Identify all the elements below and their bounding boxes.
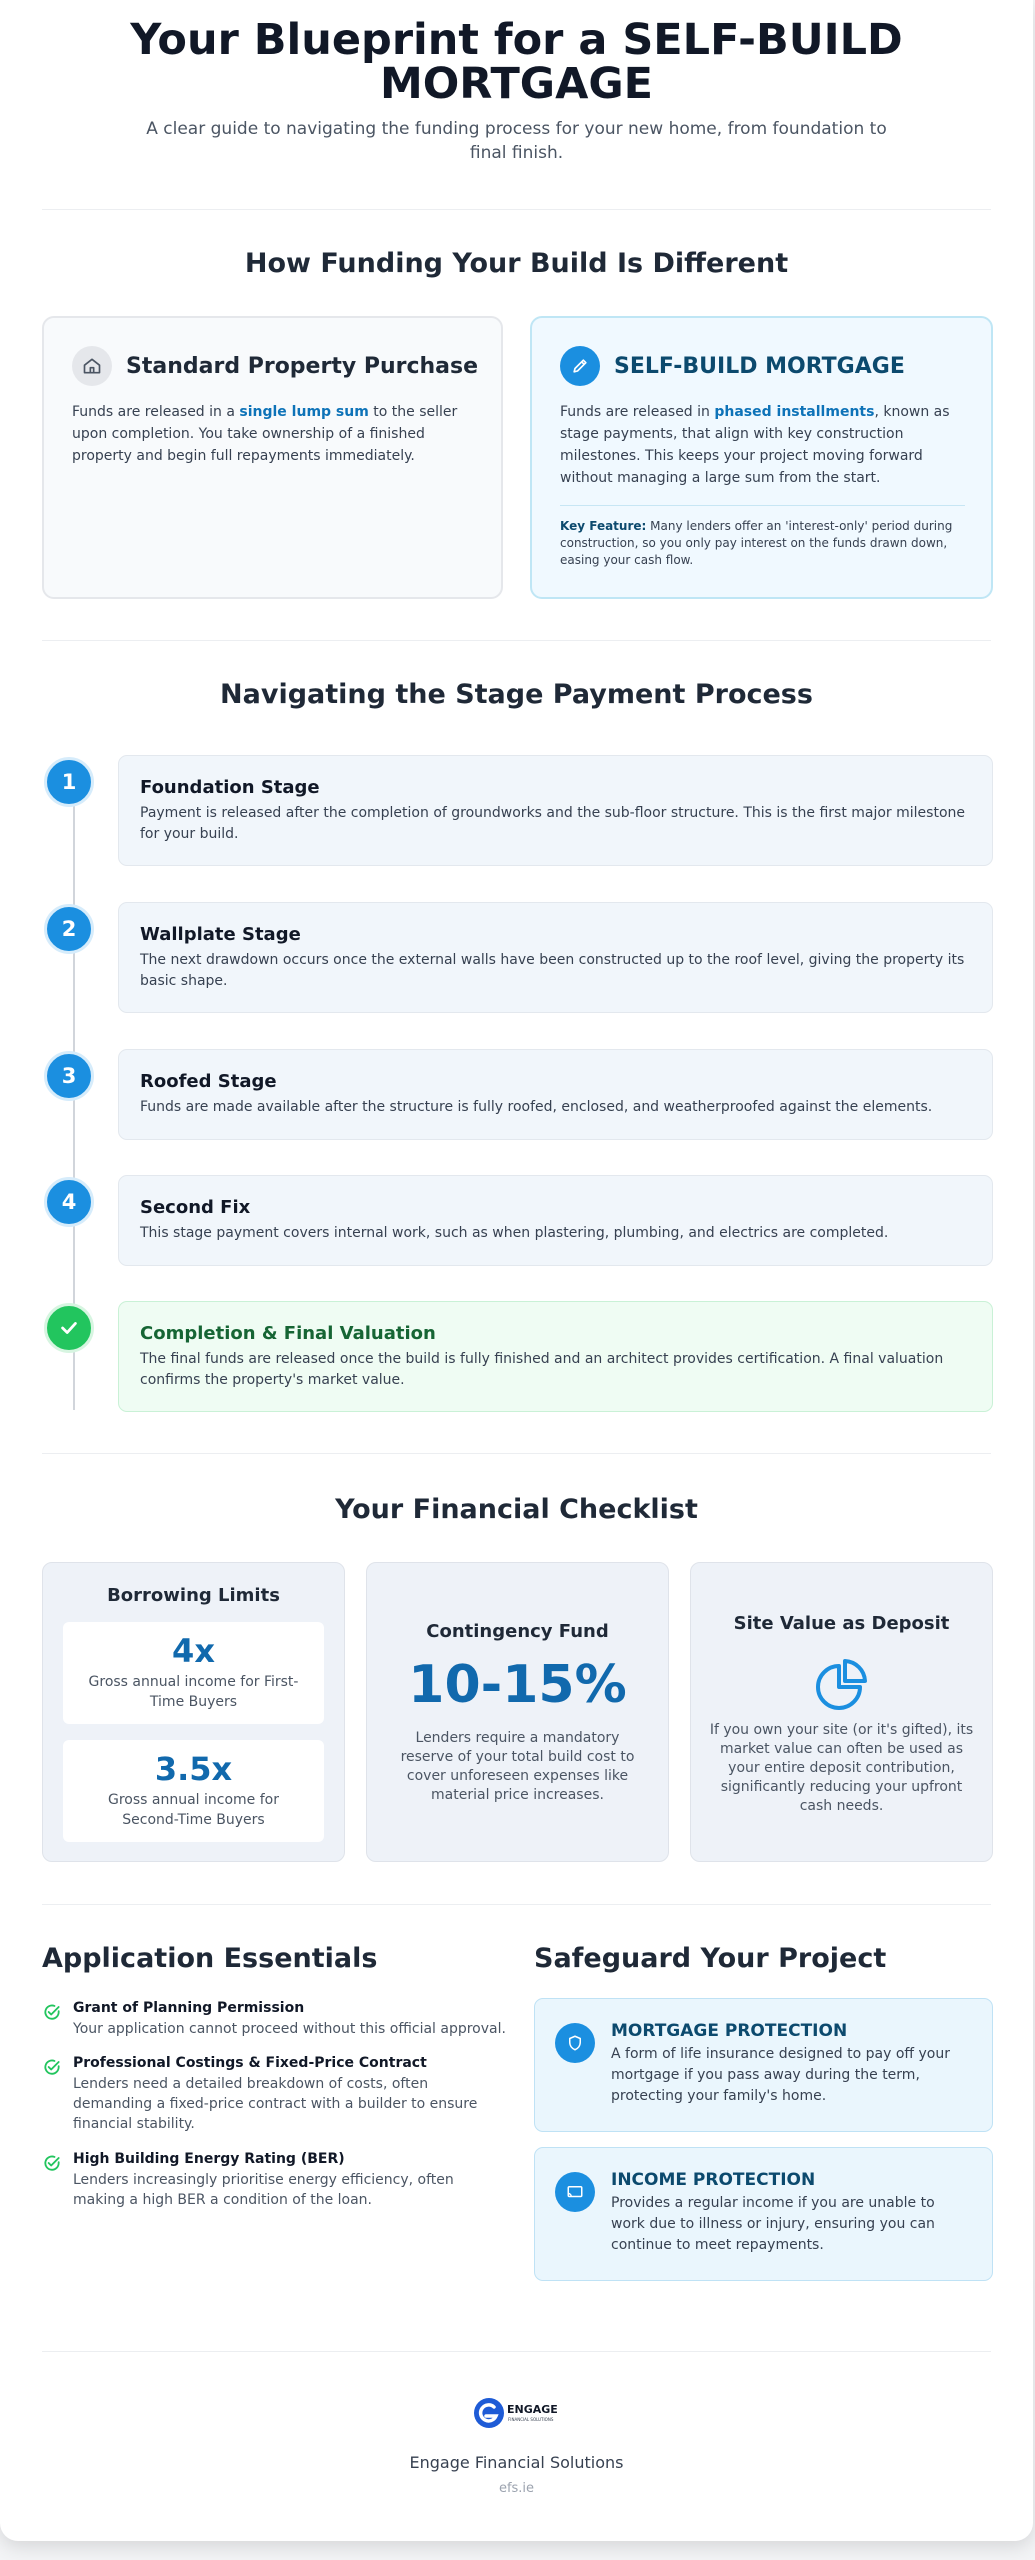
section-title-stages: Navigating the Stage Payment Process — [220, 679, 813, 710]
contingency-title: Contingency Fund — [426, 1621, 609, 1642]
second-time-buyer-limit — [63, 1740, 324, 1842]
stage-title: Foundation Stage — [140, 777, 320, 798]
essential-item-text: Lenders need a detailed breakdown of costs, often demanding a fixed-price contract with a builder to ensure financial stability. — [73, 2076, 478, 2132]
footer-website-link[interactable]: efs.ie — [498, 2481, 535, 2496]
essential-item-text: Your application cannot proceed without this official approval. — [73, 2021, 506, 2037]
borrowing-limits-title: Borrowing Limits — [107, 1585, 280, 1606]
stage-card-roofed — [118, 1049, 993, 1140]
standard-purchase-card — [42, 316, 503, 599]
page-title: Your Blueprint for a SELF-BUILD MORTGAGE — [130, 15, 903, 109]
page-subtitle: A clear guide to navigating the funding process for your new home, from foundation to final finish. — [146, 119, 887, 163]
key-feature-divider — [560, 505, 965, 506]
protection-title: INCOME PROTECTION — [611, 2170, 816, 2190]
contingency-text: Lenders require a mandatory reserve of your total build cost to cover unforeseen expenses like material price increases. — [400, 1730, 635, 1803]
stage-title: Completion & Final Valuation — [140, 1323, 436, 1344]
check-circle-icon — [42, 2002, 62, 2022]
stage-card-foundation — [118, 755, 993, 866]
highlight-phased-installments: phased installments — [714, 404, 875, 420]
stage-text: Funds are made available after the structure is fully roofed, enclosed, and weatherproofed against the elements. — [140, 1099, 933, 1115]
essential-item-title: Grant of Planning Permission — [73, 2000, 305, 2016]
divider — [42, 1453, 991, 1454]
divider — [42, 1904, 991, 1905]
stage-title: Wallplate Stage — [140, 924, 301, 945]
stage-text: This stage payment covers internal work, such as when plastering, plumbing, and electrics are completed. — [140, 1225, 889, 1241]
stage-card-second-fix — [118, 1175, 993, 1266]
mortgage-protection-card — [534, 1998, 993, 2132]
first-time-multiplier: 4x — [172, 1632, 215, 1670]
step-number: 1 — [44, 757, 94, 807]
step-number: 2 — [44, 904, 94, 954]
protection-text: Provides a regular income if you are unable to work due to illness or injury, ensuring you can continue to meet repayments. — [611, 2195, 935, 2253]
income-protection-card — [534, 2147, 993, 2281]
footer-company-name: Engage Financial Solutions — [409, 2453, 624, 2472]
first-time-label: Gross annual income for First-Time Buyers — [88, 1674, 299, 1710]
divider — [42, 209, 991, 210]
second-time-multiplier: 3.5x — [154, 1750, 233, 1788]
section-title-comparison: How Funding Your Build Is Different — [244, 248, 789, 279]
contingency-fund-card — [366, 1562, 669, 1862]
site-value-text: If you own your site (or it's gifted), its market value can often be used as your entire deposit contribution, significantly reducing your upfront cash needs. — [709, 1722, 974, 1814]
divider — [42, 640, 991, 641]
house-icon — [72, 346, 112, 386]
stage-text: The final funds are released once the build is fully finished and an architect provides certification. A final valuation confirms the property's market value. — [140, 1351, 944, 1388]
check-circle-icon — [42, 2057, 62, 2077]
stage-title: Roofed Stage — [140, 1071, 277, 1092]
stage-text: The next drawdown occurs once the external walls have been constructed up to the roof level, giving the property its basic shape. — [140, 952, 965, 989]
pie-chart-icon — [815, 1657, 869, 1711]
divider — [42, 2351, 991, 2352]
essential-item-title: High Building Energy Rating (BER) — [73, 2151, 345, 2167]
stage-card-completion — [118, 1301, 993, 1412]
checkmark-icon — [44, 1303, 94, 1353]
company-logo — [474, 2397, 564, 2429]
key-feature-note: Key Feature: Many lenders offer an 'interest-only' period during construction, so you only pay interest on the funds drawn down, easing your cash flow. — [560, 519, 953, 567]
logo-mark-icon — [474, 2398, 504, 2428]
section-title-checklist: Your Financial Checklist — [335, 1494, 698, 1525]
protection-title: MORTGAGE PROTECTION — [611, 2021, 848, 2041]
stage-card-wallplate — [118, 902, 993, 1013]
self-build-card — [530, 316, 993, 599]
contingency-value: 10-15% — [408, 1655, 627, 1715]
logo-sub: FINANCIAL SOLUTIONS — [508, 2417, 554, 2422]
second-time-label: Gross annual income for Second-Time Buyers — [108, 1792, 279, 1828]
check-circle-icon — [42, 2153, 62, 2173]
pencil-icon — [560, 346, 600, 386]
essential-item-title: Professional Costings & Fixed-Price Contract — [73, 2055, 427, 2071]
application-essentials-title: Application Essentials — [42, 1943, 378, 1974]
standard-purchase-text: Funds are released in a single lump sum to the seller upon completion. You take ownership of a finished property and begin full repayments immediately. — [72, 404, 458, 464]
safeguard-title: Safeguard Your Project — [534, 1943, 887, 1974]
site-value-card — [690, 1562, 993, 1862]
logo-word: ENGAGE — [507, 2403, 558, 2416]
stage-title: Second Fix — [140, 1197, 251, 1218]
standard-purchase-title: Standard Property Purchase — [126, 354, 479, 379]
first-time-buyer-limit — [63, 1622, 324, 1724]
step-number: 3 — [44, 1051, 94, 1101]
stage-text: Payment is released after the completion of groundworks and the sub-floor structure. This is the first major milestone for your build. — [140, 805, 965, 842]
site-value-title: Site Value as Deposit — [733, 1613, 950, 1634]
step-number: 4 — [44, 1177, 94, 1227]
borrowing-limits-card — [42, 1562, 345, 1862]
protection-text: A form of life insurance designed to pay off your mortgage if you pass away during the term, protecting your family's home. — [611, 2046, 950, 2104]
self-build-text: Funds are released in phased installments, known as stage payments, that align with key construction milestones. This keeps your project moving forward without managing a large sum from the start. — [560, 404, 950, 486]
shield-icon — [555, 2023, 595, 2063]
essential-item-text: Lenders increasingly prioritise energy efficiency, often making a high BER a condition of the loan. — [73, 2172, 454, 2208]
self-build-title: SELF-BUILD MORTGAGE — [614, 354, 905, 379]
screen-icon — [555, 2172, 595, 2212]
highlight-lump-sum: single lump sum — [239, 404, 369, 420]
